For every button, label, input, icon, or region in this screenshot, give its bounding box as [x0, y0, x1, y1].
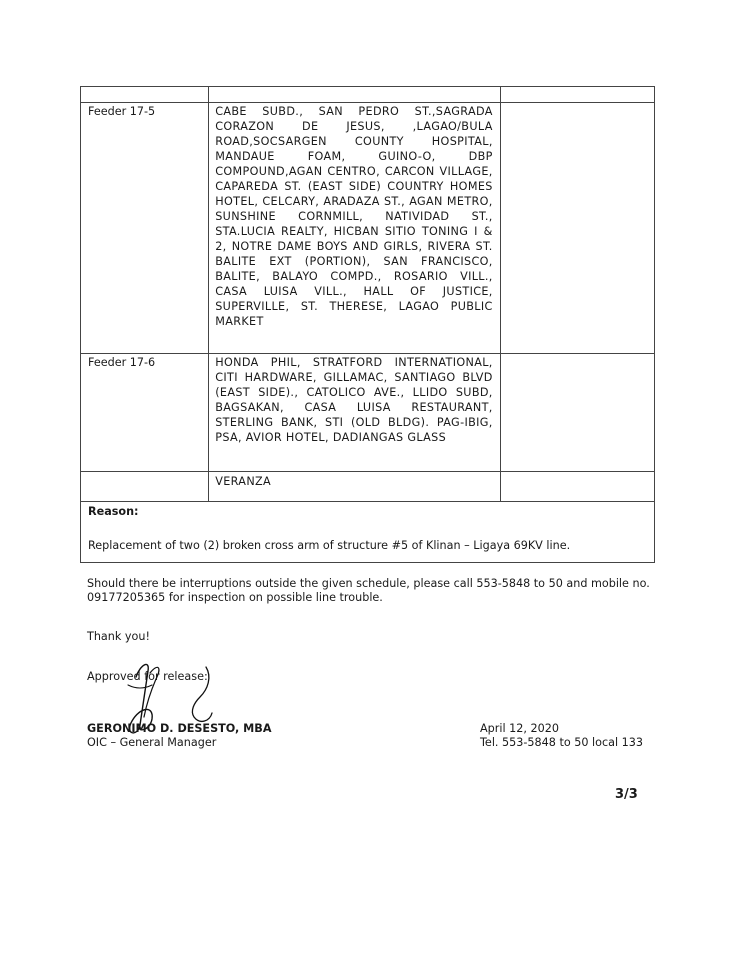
remarks-cell [500, 87, 654, 103]
table-row [81, 354, 655, 472]
areas-cell [209, 354, 501, 472]
feeder-label: Feeder 17-6 [88, 356, 156, 369]
date-text: April 12, 2020 [480, 722, 559, 735]
areas-cell [209, 103, 501, 354]
feeder-cell [81, 472, 209, 502]
affected-areas: VERANZA [215, 475, 272, 488]
feeder-label: Feeder 17-5 [88, 105, 156, 118]
remarks-cell [500, 354, 654, 472]
interruption-schedule-table [80, 86, 655, 563]
reason-title: Reason: [88, 505, 139, 518]
table-row [81, 103, 655, 354]
reason-cell [81, 502, 655, 563]
table-row [81, 472, 655, 502]
signatory-title: OIC – General Manager [87, 736, 217, 749]
signatory-name: GERONIMO D. DESESTO, MBA [87, 722, 272, 735]
affected-areas: CABE SUBD., SAN PEDRO ST.,SAGRADA CORAZON DE JESUS, ,LAGAO/BULA ROAD,SOCSARGEN COUNTY HOSPITAL, MANDAUE FOAM, GUINO-O, DBP COMPOUND,AGAN CENTRO, CARCON VILLAGE, CAPAREDA ST. (EAST SIDE) COUNTRY HOMES HOTEL, CELCARY, ARADAZA ST., AGAN METRO, SUNSHINE CORNMILL, NATIVIDAD ST., STA.LUCIA REALTY, HICBAN SITIO TONING I & 2, NOTRE DAME BOYS AND GIRLS, RIVERA ST. BALITE EXT (PORTION), SAN FRANCISCO, BALITE, BALAYO COMPD., ROSARIO VILL., CASA LUISA VILL., HALL OF JUSTICE, SUPERVILLE, ST. THERESE, LAGAO PUBLIC MARKET [215, 105, 493, 328]
page-number: 3/3 [615, 787, 638, 802]
affected-areas: HONDA PHIL, STRATFORD INTERNATIONAL, CITI HARDWARE, GILLAMAC, SANTIAGO BLVD (EAST SIDE)., CATOLICO AVE., LLIDO SUBD, BAGSAKAN, CASA LUISA RESTAURANT, STERLING BANK, STI (OLD BLDG). PAG-IBIG, PSA, AVIOR HOTEL, DADIANGAS GLASS [215, 356, 493, 444]
table-row [81, 87, 655, 103]
reason-text: Replacement of two (2) broken cross arm of structure #5 of Klinan – Ligaya 69KV line. [88, 539, 571, 552]
remarks-cell [500, 472, 654, 502]
reason-row [81, 502, 655, 563]
feeder-cell [81, 87, 209, 103]
remarks-cell [500, 103, 654, 354]
areas-cell [209, 472, 501, 502]
feeder-cell [81, 103, 209, 354]
approved-label: Approved for release: [87, 670, 208, 683]
interruption-note: Should there be interruptions outside the given schedule, please call 553-5848 to 50 and mobile no. 09177205365 for inspection on possible line trouble. [87, 577, 650, 604]
areas-cell [209, 87, 501, 103]
thanks-text: Thank you! [87, 630, 150, 643]
tel-text: Tel. 553-5848 to 50 local 133 [480, 736, 644, 749]
feeder-cell [81, 354, 209, 472]
